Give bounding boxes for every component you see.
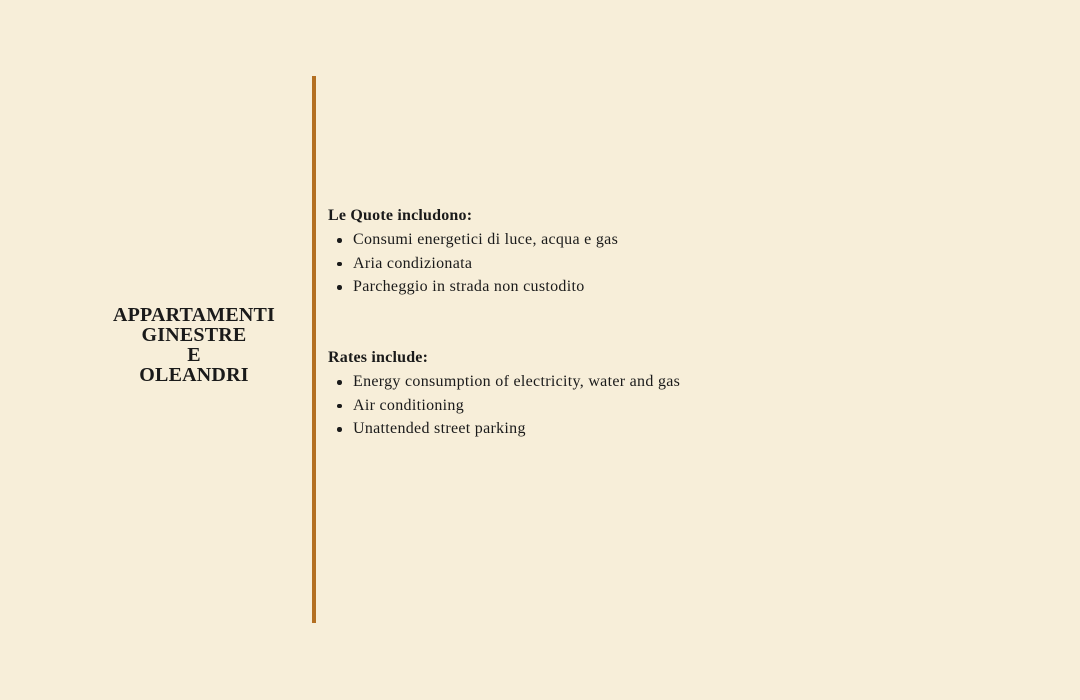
list-item-text: Aria condizionata [353, 254, 473, 272]
section-english [328, 347, 1028, 441]
list-item-text: Consumi energetici di luce, acqua e gas [353, 231, 619, 248]
vertical-divider [312, 76, 316, 623]
list-item-text: Parcheggio in strada non custodito [353, 278, 585, 295]
list-item-text: Air conditioning [353, 396, 465, 414]
list-item-text: Unattended street parking [353, 420, 526, 437]
brand-title-line: GINESTRE [141, 324, 247, 346]
bullet-icon [337, 427, 342, 432]
section-italian [328, 205, 1028, 299]
inclusions-list [328, 370, 1028, 441]
brand-title-line: E [187, 344, 201, 366]
bullet-icon [337, 285, 342, 290]
list-item [328, 370, 1028, 394]
list-item [328, 228, 1028, 252]
section-heading: Le Quote includono: [328, 207, 473, 224]
list-item [328, 275, 1028, 299]
bullet-icon [337, 404, 342, 409]
list-item [328, 417, 1028, 441]
brand-title [94, 305, 294, 385]
list-item-text: Energy consumption of electricity, water and gas [353, 373, 681, 390]
section-heading: Rates include: [328, 349, 429, 366]
brand-title-line: OLEANDRI [139, 364, 249, 386]
brand-title-line: APPARTAMENTI [112, 304, 276, 326]
inclusions-list [328, 228, 1028, 299]
bullet-icon [337, 262, 342, 267]
list-item [328, 252, 1028, 276]
bullet-icon [337, 380, 342, 385]
bullet-icon [337, 238, 342, 243]
list-item [328, 394, 1028, 418]
